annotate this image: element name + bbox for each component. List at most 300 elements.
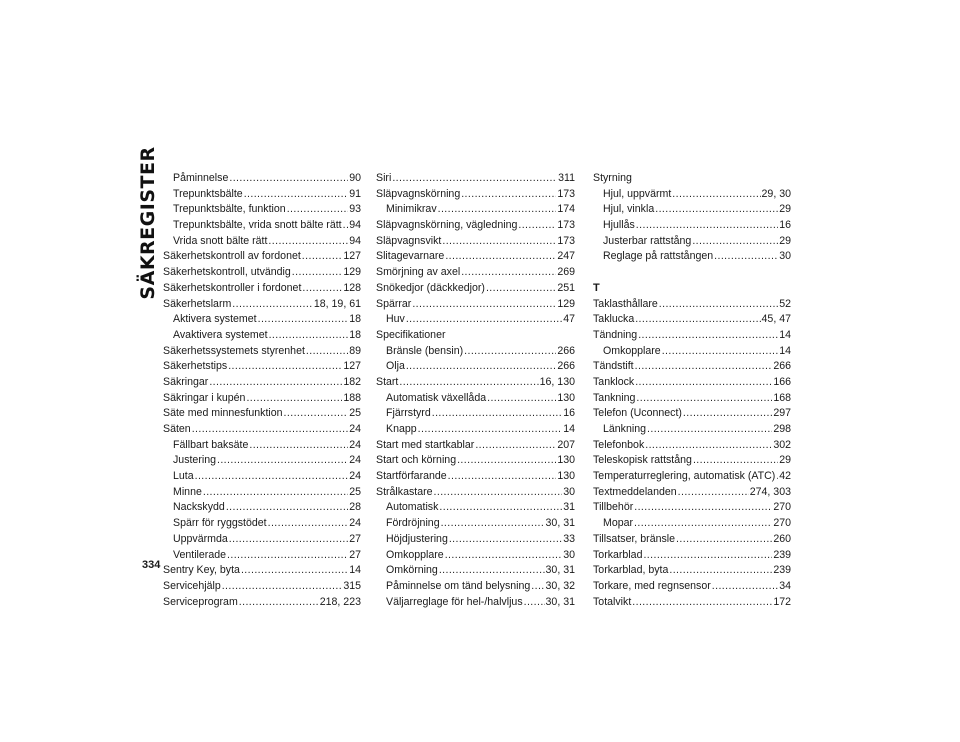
leader-dots	[399, 375, 538, 391]
leader-dots	[461, 265, 556, 281]
index-subentry	[163, 500, 361, 516]
index-entry	[376, 469, 575, 485]
index-subentry	[376, 563, 575, 579]
index-entry-term: Säkerhetskontroll av fordonet	[163, 250, 301, 263]
index-entry-page: 266	[557, 344, 575, 357]
index-spacer	[593, 265, 791, 281]
index-entry-page: 24	[349, 454, 361, 467]
index-entry-page: 34	[779, 579, 791, 592]
leader-dots	[268, 516, 349, 532]
leader-dots	[192, 422, 349, 438]
index-entry	[163, 406, 361, 422]
index-entry-page: 247	[557, 250, 575, 263]
leader-dots	[692, 234, 778, 250]
leader-dots	[448, 469, 557, 485]
index-entry-page: 94	[349, 219, 361, 232]
index-entry	[593, 595, 791, 611]
index-subentry	[593, 516, 791, 532]
index-entry-page: 174	[557, 203, 575, 216]
leader-dots	[518, 218, 556, 234]
index-entry-page: 24	[349, 517, 361, 530]
leader-dots	[241, 563, 348, 579]
leader-dots	[678, 485, 749, 501]
index-entry-page: 239	[773, 548, 791, 561]
index-entry-term: Justerbar rattstång	[603, 234, 692, 247]
index-subentry	[163, 328, 361, 344]
index-entry	[376, 187, 575, 203]
index-entry-term: Luta	[173, 470, 194, 483]
index-entry-page: 130	[557, 454, 575, 467]
index-entry-term: Väljarreglage för hel-/halvljus	[386, 595, 523, 608]
leader-dots	[636, 391, 772, 407]
index-entry-page: 30, 31	[545, 517, 575, 530]
index-entry-page: 24	[349, 438, 361, 451]
index-entry-page: 166	[773, 375, 791, 388]
index-entry-page: 29	[779, 203, 791, 216]
index-entry-page: 16	[779, 219, 791, 232]
index-subentry	[593, 202, 791, 218]
leader-dots	[244, 187, 349, 203]
index-entry	[593, 312, 791, 328]
index-entry-term: Hjullås	[603, 219, 635, 232]
leader-dots	[249, 438, 348, 454]
leader-dots	[217, 453, 348, 469]
index-entry-page: 218, 223	[319, 595, 361, 608]
leader-dots	[246, 391, 342, 407]
index-entry-page: 270	[773, 517, 791, 530]
index-entry-term: Säte med minnesfunktion	[163, 407, 283, 420]
index-entry-page: 27	[349, 532, 361, 545]
index-entry-page: 207	[557, 438, 575, 451]
index-entry	[376, 297, 575, 313]
leader-dots	[714, 249, 778, 265]
index-entry-term: Sentry Key, byta	[163, 564, 240, 577]
index-entry	[376, 438, 575, 454]
index-entry-page: 298	[773, 423, 791, 435]
index-subentry	[376, 391, 575, 407]
index-entry-term: Start med startkablar	[376, 438, 475, 451]
index-subentry	[376, 202, 575, 218]
index-subentry	[593, 218, 791, 234]
index-entry-term: Trepunktsbälte, vrida snott bälte rätt	[173, 219, 342, 232]
leader-dots	[669, 563, 772, 579]
index-entry-term: Telefon (Uconnect)	[593, 407, 682, 420]
index-entry	[593, 563, 791, 579]
index-entry	[593, 579, 791, 595]
index-subentry	[163, 202, 361, 218]
index-entry	[593, 359, 791, 375]
leader-dots	[635, 375, 772, 391]
index-entry-term: Olja	[386, 360, 405, 373]
leader-dots	[487, 391, 556, 407]
index-column-2	[376, 171, 575, 610]
index-entry	[593, 328, 791, 344]
index-entry	[593, 485, 791, 501]
leader-dots	[475, 438, 556, 454]
index-entry-page: 30, 32	[545, 579, 575, 592]
leader-dots	[209, 375, 342, 391]
index-entry-page: 130	[557, 391, 575, 404]
leader-dots	[227, 548, 348, 564]
index-entry-page: 29, 30	[761, 187, 791, 200]
leader-dots	[638, 328, 778, 344]
page-number: 334	[142, 559, 161, 571]
index-entry-term: Servicehjälp	[163, 579, 221, 592]
leader-dots	[432, 406, 562, 422]
leader-dots	[232, 297, 313, 313]
leader-dots	[439, 563, 545, 579]
index-entry-page: 93	[349, 203, 361, 216]
index-entry-term: Telefonbok	[593, 438, 645, 451]
index-entry-term: Säkerhetstips	[163, 360, 228, 373]
index-entry-term: Vrida snott bälte rätt	[173, 234, 268, 247]
index-subentry	[376, 595, 575, 611]
index-entry-page: 129	[557, 297, 575, 310]
index-entry	[593, 406, 791, 422]
index-entry-page: 25	[349, 485, 361, 498]
index-entry-term: Nackskydd	[173, 501, 225, 514]
index-entry-page: 188	[343, 391, 361, 404]
index-entry	[593, 469, 791, 485]
index-entry-page: 29	[779, 454, 791, 467]
leader-dots	[268, 234, 348, 250]
index-entry-term: Minimikrav	[386, 203, 437, 216]
index-subentry	[376, 312, 575, 328]
leader-dots	[287, 202, 349, 218]
index-entry-term: Strålkastare	[376, 485, 433, 498]
index-entry-page: 173	[557, 234, 575, 247]
index-entry	[163, 344, 361, 360]
index-subentry	[376, 548, 575, 564]
index-entry-term: Snökedjor (däckkedjor)	[376, 281, 485, 294]
index-letter-heading: T	[593, 281, 600, 294]
index-column-3	[593, 171, 791, 610]
leader-dots	[269, 328, 349, 344]
index-entry-term: Säkringar	[163, 375, 209, 388]
leader-dots	[226, 500, 348, 516]
index-entry-page: 16	[563, 407, 575, 420]
index-subentry	[163, 485, 361, 501]
index-entry	[163, 249, 361, 265]
index-entry-term: Tändning	[593, 328, 638, 341]
index-entry-term: Trepunktsbälte	[173, 187, 243, 200]
index-entry-term: Serviceprogram	[163, 595, 238, 608]
leader-dots	[441, 516, 545, 532]
index-subentry	[376, 422, 575, 438]
index-entry-page: 14	[779, 344, 791, 357]
index-entry-term: Omkörning	[386, 564, 438, 577]
index-entry	[376, 375, 575, 391]
leader-dots	[222, 579, 343, 595]
index-entry	[593, 375, 791, 391]
leader-dots	[457, 453, 556, 469]
leader-dots	[524, 595, 545, 611]
leader-dots	[635, 312, 760, 328]
index-entry-page: 130	[557, 470, 575, 483]
index-entry-term: Påminnelse om tänd belysning	[386, 579, 531, 592]
index-entry-page: 172	[773, 595, 791, 608]
leader-dots	[195, 469, 349, 485]
leader-dots	[284, 406, 349, 422]
leader-dots	[229, 171, 348, 187]
index-entry-page: 269	[557, 266, 575, 279]
index-entry-page: 30, 31	[545, 564, 575, 577]
index-entry-term: Startförfarande	[376, 470, 447, 483]
index-entry-term: Start och körning	[376, 454, 457, 467]
index-entry-page: 91	[349, 187, 361, 200]
index-entry-page: 266	[773, 360, 791, 373]
index-entry-page: 30	[563, 548, 575, 561]
index-entry	[593, 532, 791, 548]
index-entry	[376, 485, 575, 501]
index-entry-page: 31	[563, 501, 575, 514]
index-entry	[163, 375, 361, 391]
leader-dots	[632, 595, 772, 611]
index-entry	[593, 548, 791, 564]
index-entry	[593, 391, 791, 407]
leader-dots	[635, 359, 773, 375]
index-entry-term: Temperaturreglering, automatisk (ATC)	[593, 470, 776, 483]
leader-dots	[712, 579, 778, 595]
index-subentry	[593, 344, 791, 360]
leader-dots	[228, 359, 342, 375]
index-entry	[163, 391, 361, 407]
leader-dots	[392, 171, 557, 187]
leader-dots	[445, 249, 556, 265]
index-entry-term: Automatisk växellåda	[386, 391, 487, 404]
index-subentry	[163, 234, 361, 250]
index-entry-page: 30	[563, 485, 575, 498]
index-entry	[163, 297, 361, 313]
index-entry-term: Tankning	[593, 391, 636, 404]
index-entry-term: Aktivera systemet	[173, 313, 257, 326]
index-subentry	[376, 532, 575, 548]
index-entry-term: Spärr för ryggstödet	[173, 517, 267, 530]
leader-dots	[531, 579, 544, 595]
index-entry-page: 27	[349, 548, 361, 561]
index-entry	[163, 265, 361, 281]
index-subentry	[163, 312, 361, 328]
index-entry-term: Släpvagnskörning, vägledning	[376, 219, 518, 232]
index-entry-page: 29	[779, 234, 791, 247]
index-entry-page: 33	[563, 532, 575, 545]
index-entry-term: Knapp	[386, 423, 417, 435]
leader-dots	[672, 187, 760, 203]
index-entry-term: Justering	[173, 454, 216, 467]
index-entry-term: Säkerhetskontroller i fordonet	[163, 281, 302, 294]
index-entry-page: 173	[557, 219, 575, 232]
index-entry-page: 24	[349, 423, 361, 435]
index-entry	[163, 563, 361, 579]
index-heading: Styrning	[593, 172, 632, 184]
index-entry	[163, 359, 361, 375]
index-subentry	[593, 187, 791, 203]
leader-dots	[647, 422, 772, 438]
index-entry-term: Torkarblad, byta	[593, 564, 669, 577]
leader-dots	[203, 485, 348, 501]
leader-dots	[292, 265, 343, 281]
index-entry	[376, 265, 575, 281]
leader-dots	[438, 202, 557, 218]
leader-dots	[464, 344, 556, 360]
index-entry-page: 315	[343, 579, 361, 592]
index-entry	[163, 579, 361, 595]
index-subentry	[163, 516, 361, 532]
leader-dots	[486, 281, 556, 297]
index-entry-page: 25	[349, 407, 361, 420]
index-entry-term: Ventilerade	[173, 548, 227, 561]
index-entry-term: Säkringar i kupén	[163, 391, 246, 404]
index-entry-term: Påminnelse	[173, 172, 229, 184]
leader-dots	[306, 344, 348, 360]
index-subentry	[376, 359, 575, 375]
index-entry-page: 47	[563, 313, 575, 326]
index-entry	[376, 453, 575, 469]
index-entry-term: Trepunktsbälte, funktion	[173, 203, 286, 216]
index-entry	[593, 453, 791, 469]
index-entry-page: 129	[343, 266, 361, 279]
index-entry	[593, 297, 791, 313]
index-entry-page: 14	[563, 423, 575, 435]
index-entry-term: Torkare, med regnsensor	[593, 579, 711, 592]
index-entry-page: 24	[349, 470, 361, 483]
index-subentry	[163, 469, 361, 485]
index-subentry	[593, 249, 791, 265]
leader-dots	[439, 500, 562, 516]
index-entry-page: 30, 31	[545, 595, 575, 608]
index-entry	[163, 422, 361, 438]
index-subentry	[376, 516, 575, 532]
index-entry-page: 18, 19, 61	[313, 297, 361, 310]
index-entry-term: Totalvikt	[593, 595, 632, 608]
leader-dots	[302, 249, 343, 265]
index-entry-term: Minne	[173, 485, 202, 498]
index-entry-page: 94	[349, 234, 361, 247]
index-entry	[376, 218, 575, 234]
index-entry-page: 274, 303	[749, 485, 791, 498]
index-entry-term: Höjdjustering	[386, 532, 448, 545]
leader-dots	[645, 438, 772, 454]
index-entry-page: 14	[349, 564, 361, 577]
index-subentry	[163, 171, 361, 187]
leader-dots	[258, 312, 349, 328]
index-entry-term: Huv	[386, 313, 405, 326]
index-entry-term: Start	[376, 375, 399, 388]
leader-dots	[406, 359, 556, 375]
index-entry-term: Taklasthållare	[593, 297, 658, 310]
index-subentry	[376, 406, 575, 422]
index-subentry	[376, 344, 575, 360]
index-entry-term: Hjul, uppvärmt	[603, 187, 672, 200]
index-entry-term: Länkning	[603, 423, 647, 435]
index-entry-term: Torkarblad	[593, 548, 643, 561]
index-entry-term: Smörjning av axel	[376, 266, 461, 279]
index-entry-page: 45, 47	[761, 313, 791, 326]
leader-dots	[445, 548, 563, 564]
leader-dots	[676, 532, 772, 548]
index-entry	[376, 171, 575, 187]
index-entry-page: 302	[773, 438, 791, 451]
index-entry-page: 42	[779, 470, 791, 483]
section-side-title	[128, 146, 168, 300]
index-entry	[376, 234, 575, 250]
leader-dots	[239, 595, 319, 611]
index-subentry	[376, 500, 575, 516]
leader-dots	[634, 516, 772, 532]
index-entry-page: 182	[343, 375, 361, 388]
leader-dots	[683, 406, 772, 422]
index-entry-term: Fjärrstyrd	[386, 407, 431, 420]
index-entry	[376, 249, 575, 265]
leader-dots	[643, 548, 772, 564]
index-entry-term: Säkerhetslarm	[163, 297, 232, 310]
leader-dots	[343, 218, 349, 234]
index-entry-term: Tändstift	[593, 360, 634, 373]
index-entry-page: 52	[779, 297, 791, 310]
index-entry-term: Omkopplare	[386, 548, 444, 561]
leader-dots	[442, 234, 556, 250]
index-entry-page: 127	[343, 250, 361, 263]
index-entry-term: Tillbehör	[593, 501, 634, 514]
index-subentry	[163, 532, 361, 548]
index-entry-term: Fördröjning	[386, 517, 440, 530]
index-entry-page: 128	[343, 281, 361, 294]
index-entry-term: Säkerhetskontroll, utvändig	[163, 266, 291, 279]
index-entry-page: 168	[773, 391, 791, 404]
leader-dots	[229, 532, 348, 548]
index-entry-term: Tillsatser, bränsle	[593, 532, 676, 545]
index-entry-page: 90	[349, 172, 361, 184]
index-entry-term: Taklucka	[593, 313, 635, 326]
index-entry-page: 127	[343, 360, 361, 373]
leader-dots	[434, 485, 563, 501]
index-entry-term: Siri	[376, 172, 392, 184]
index-subentry	[163, 218, 361, 234]
index-entry-term: Teleskopisk rattstång	[593, 454, 692, 467]
leader-dots	[449, 532, 562, 548]
index-entry-page: 28	[349, 501, 361, 514]
index-entry-term: Spärrar	[376, 297, 412, 310]
index-entry-term: Slitagevarnare	[376, 250, 445, 263]
index-subentry	[163, 438, 361, 454]
index-entry-term: Mopar	[603, 517, 634, 530]
index-entry-page: 18	[349, 313, 361, 326]
index-entry-page: 173	[557, 187, 575, 200]
leader-dots	[662, 344, 779, 360]
index-entry-term: Fällbart baksäte	[173, 438, 249, 451]
leader-dots	[655, 202, 778, 218]
index-entry-term: Hjul, vinkla	[603, 203, 655, 216]
index-column-1	[163, 171, 361, 610]
index-entry-page: 30	[779, 250, 791, 263]
index-entry-page: 239	[773, 564, 791, 577]
index-entry-page: 14	[779, 328, 791, 341]
index-subentry	[163, 187, 361, 203]
index-subentry	[376, 579, 575, 595]
index-entry	[376, 281, 575, 297]
index-entry-page: 266	[557, 360, 575, 373]
index-entry-term: Säkerhetssystemets styrenhet	[163, 344, 305, 357]
leader-dots	[406, 312, 562, 328]
leader-dots	[659, 297, 778, 313]
leader-dots	[418, 422, 563, 438]
index-entry-term: Bränsle (bensin)	[386, 344, 464, 357]
index-subentry	[163, 453, 361, 469]
index-entry-term: Avaktivera systemet	[173, 328, 268, 341]
index-entry-term: Textmeddelanden	[593, 485, 677, 498]
index-entry	[163, 595, 361, 611]
leader-dots	[634, 500, 772, 516]
